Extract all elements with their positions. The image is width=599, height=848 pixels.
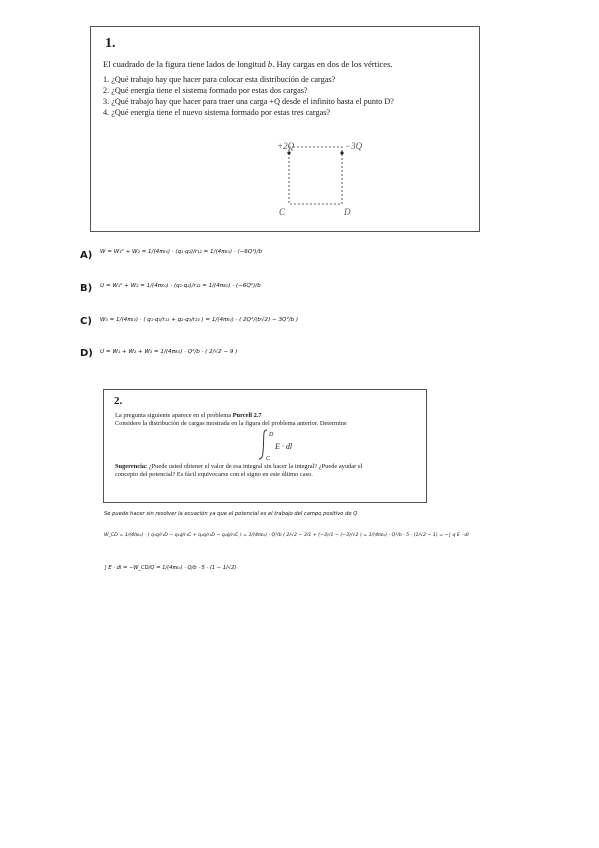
problem-2-line2: Considere la distribución de cargas mostrada en la figura del problema anterior. Determine — [115, 420, 347, 427]
question-item: 3. ¿Qué trabajo hay que hacer para traer una carga +Q desde el infinito hasta el punto D? — [103, 97, 394, 106]
handwriting-line2: W_CD = 1/(4πε₀) · ( q₁q/r₁D − q₁q/r₁C + q₂q/r₂D − q₂q/r₂C ) = 1/(4πε₀) · Q²/b ( 2/√2 − 3/1 + (−3)/1 − (−3)/√2 ) = 1/(4πε₀) · Q²/b · 5 · (1/√2 − 1) = −∫ q E · dl — [104, 533, 469, 538]
handwriting-line1: Se puede hacer sin resolver la ecuación ya que el potencial es el trabajo del campo positivo de Q — [104, 511, 358, 517]
problem-1-box — [90, 26, 480, 232]
square-charge-figure — [91, 27, 479, 231]
answer-d-letter: D) — [80, 348, 93, 359]
hint-text1: ¿Puede usted obtener el valor de esa integral sin hacer la integral? ¿Puede ayudar el — [147, 463, 363, 470]
problem-1-number: 1. — [105, 36, 116, 51]
line1-bold: Purcell 2.7 — [232, 412, 262, 419]
intro-post: . Hay cargas en dos de los vértices. — [272, 59, 393, 69]
answer-c-letter: C) — [80, 316, 92, 327]
charge-dot-tl — [287, 151, 290, 154]
problem-2-box — [103, 389, 427, 503]
answer-b-letter: B) — [80, 283, 93, 294]
label-d: D — [344, 207, 351, 217]
integral-lower-limit: C — [266, 456, 271, 462]
problem-2-hint-line1 — [115, 463, 362, 471]
intro-var: b — [267, 59, 273, 69]
answer-d-text: U = W₁ + W₂ + W₃ = 1/(4πε₀) · Q²/b · ( 2/√2 − 9 ) — [100, 349, 238, 355]
hint-label: Sugerencia: — [115, 463, 148, 470]
label-plus-2q: +2Q — [277, 141, 295, 151]
problem-2-hint-line2: concepto del potencial? Es fácil equivocarse con el signo en este último caso. — [115, 471, 313, 478]
problem-2-line1 — [115, 412, 262, 420]
answer-a-letter: A) — [80, 250, 93, 261]
question-item: 1. ¿Qué trabajo hay que hacer para colocar esta distribución de cargas? — [103, 75, 336, 84]
label-minus-3q: −3Q — [345, 141, 363, 151]
integral-body: E · dl — [275, 442, 293, 451]
label-c: C — [279, 207, 286, 217]
answer-a-text: W = W₁⁰ + W₂ = 1/(4πε₀) · (q₁·q₂)/r₁₂ = 1/(4πε₀) · (−6Q²)/b — [100, 249, 263, 255]
charge-dot-tr — [340, 151, 343, 154]
integral-expression — [254, 428, 334, 462]
problem-2-number: 2. — [114, 395, 123, 407]
answer-c-text: W₃ = 1/(4πε₀) · ( q₁·q₃/r₁₃ + q₂·q₃/r₂₃ ) = 1/(4πε₀) · ( 2Q²/(b√2) − 3Q²/b ) — [100, 317, 299, 323]
question-item: 2. ¿Qué energía tiene el sistema formado por estas dos cargas? — [103, 86, 308, 95]
integral-sign — [259, 430, 267, 459]
answer-b-text: U = W₁⁰ + W₂ = 1/(4πε₀) · (q₁·q₂)/r₁₂ = 1/(4πε₀) · (−6Q²)/b — [100, 283, 261, 289]
question-item: 4. ¿Qué energía tiene el nuevo sistema formado por estas tres cargas? — [103, 108, 331, 117]
handwriting-line3: ∫ E · dl = −W_CD/Q = 1/(4πε₀) · Q/b · 5 · (1 − 1/√2) — [104, 565, 237, 571]
square-outline — [289, 147, 342, 204]
integral-upper-limit: D — [269, 432, 274, 438]
line1-pre: La pregunta siguiente aparece en el problema — [115, 412, 233, 419]
intro-pre: El cuadrado de la figura tiene lados de longitud — [103, 59, 268, 69]
